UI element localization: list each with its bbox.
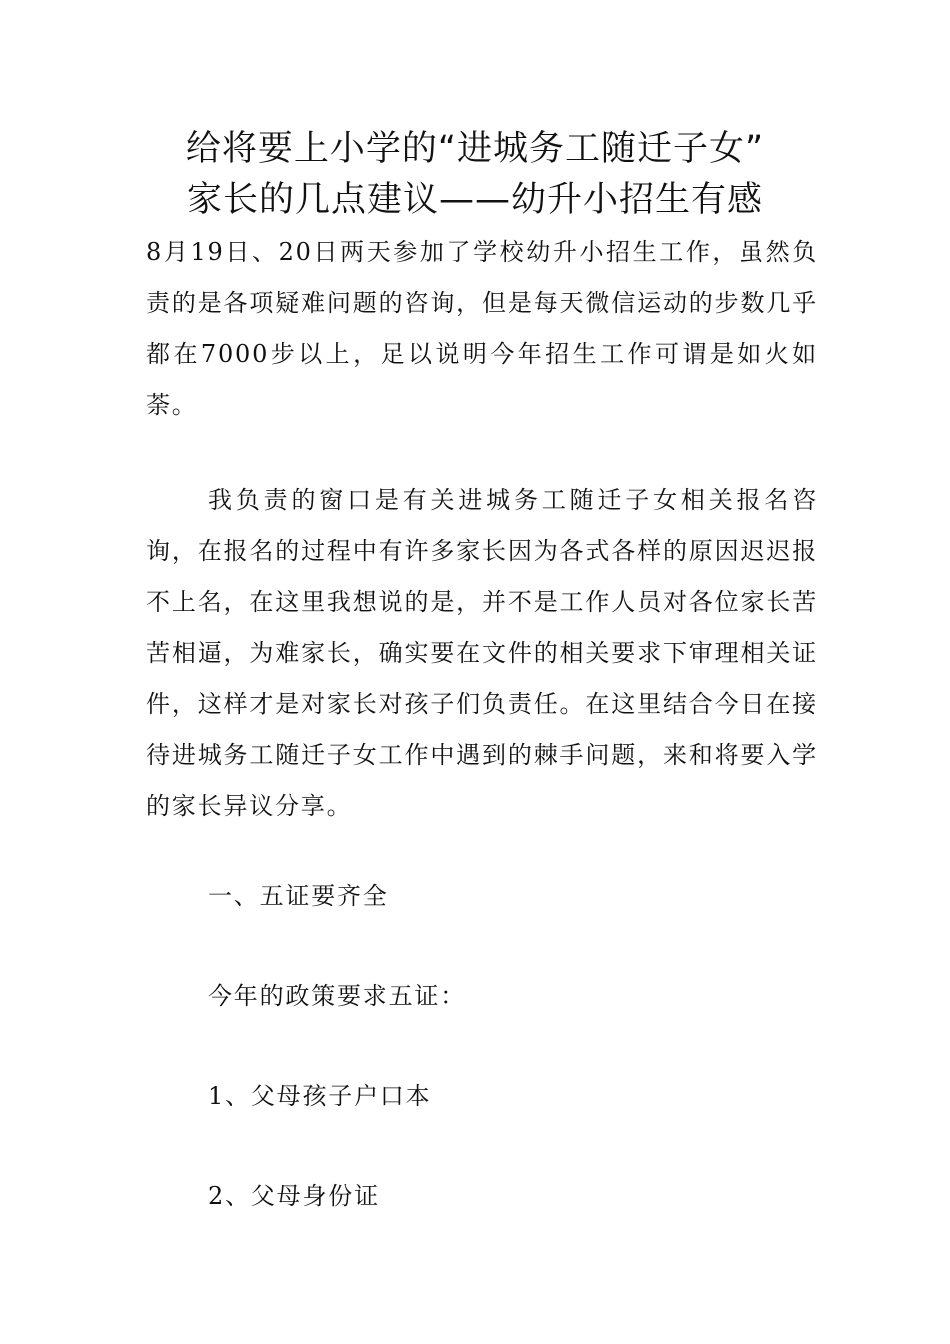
paragraph-intro: 8月19日、20日两天参加了学校幼升小招生工作，虽然负责的是各项疑难问题的咨询，但是每天微信运动的步数几乎都在7000步以上，足以说明今年招生工作可谓是如火如荼。 <box>146 238 818 419</box>
title-line-2: 家长的几点建议——幼升小招生有感 <box>186 180 763 220</box>
paragraph-window: 我负责的窗口是有关进城务工随迁子女相关报名咨询，在报名的过程中有许多家长因为各式各样的原因迟迟报不上名，在这里我想说的是，并不是工作人员对各位家长苦苦相逼，为难家长，确实要在文件的相关要求下审理相关证件，这样才是对家长对孩子们负责任。在这里结合今日在接待进城务工随迁子女工作中遇到的棘手问题，来和将要入学的家长异议分享。 <box>146 486 818 820</box>
policy-intro: 今年的政策要求五证： <box>208 982 466 1010</box>
section-heading: 一、五证要齐全 <box>208 882 389 910</box>
title-line-1: 给将要上小学的“进城务工随迁子女” <box>185 129 765 169</box>
list-item: 2、父母身份证 <box>208 1182 380 1210</box>
list-item: 1、父母孩子户口本 <box>208 1082 432 1110</box>
